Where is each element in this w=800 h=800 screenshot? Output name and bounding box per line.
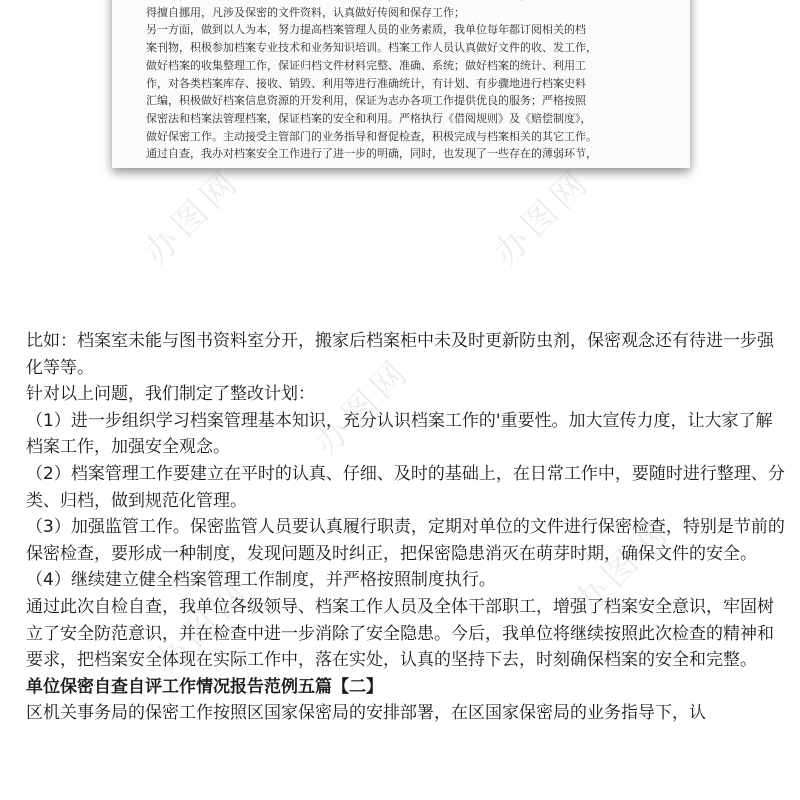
document-body <box>26 328 786 727</box>
scan-text-line: 保密法和档案法管理档案，保证档案的安全和利用。严格执行《借阅规则》及《赔偿制度》， <box>146 111 592 125</box>
scan-text-line: 另一方面，做到以人为本，努力提高档案管理人员的业务素质，我单位每年都订阅相关的档 <box>146 23 586 37</box>
paragraph-conclusion: 通过此次自检自查，我单位各级领导、档案工作人员及全体干部职工，增强了档案安全意识，牢固树立了安全防范意识，并在检查中进一步消除了安全隐患。今后，我单位将继续按照此次检查的精神和要求，把档案安全体现在实际工作中，落在实处，认真的坚持下去，时刻确保档案的安全和完整。 <box>26 596 774 671</box>
paragraph-plan-intro: 针对以上问题，我们制定了整改计划： <box>26 384 315 405</box>
paragraph-plan-item-1: （1）进一步组织学习档案管理基本知识，充分认识档案工作的'重要性。加大宣传力度，让大家了解档案工作，加强安全观念。 <box>26 410 773 458</box>
scan-text-line: 作，对各类档案库存、接收、销毁、利用等进行准确统计，有计划、有步骤地进行档案史料 <box>146 76 586 90</box>
paragraph-plan-item-4: （4）继续建立健全档案管理工作制度，并严格按照制度执行。 <box>26 570 496 591</box>
paragraph-plan-item-2: （2）档案管理工作要建立在平时的认真、仔细、及时的基础上，在日常工作中，要随时进行整理、分类、归档，做到规范化管理。 <box>26 463 785 511</box>
scan-text-line: 汇编，积极做好档案信息资源的开发利用，保证为志办各项工作提供优良的服务；严格按照 <box>146 94 586 108</box>
scan-text-line: 案刊物，积极参加档案专业技术和业务知识培训。档案工作人员认真做好文件的收、发工作， <box>146 41 597 55</box>
watermark: 办图网 <box>485 160 600 274</box>
scan-text-line: 做好保密工作。主动接受主管部门的业务指导和督促检查，积极完成与档案相关的其它工作。 <box>146 129 597 143</box>
watermark: 办图网 <box>305 350 420 464</box>
paragraph-section-two-start: 区机关事务局的保密工作按照区国家保密局的安排部署，在区国家保密局的业务指导下，认 <box>26 703 706 724</box>
scan-text-line: 通过自查，我办对档案安全工作进行了进一步的明确，同时，也发现了一些存在的薄弱环节， <box>146 147 597 161</box>
watermark: 办图网 <box>565 510 680 624</box>
watermark: 办图网 <box>135 160 250 274</box>
paragraph-plan-item-3: （3）加强监管工作。保密监管人员要认真履行职责，定期对单位的文件进行保密检查，特别是节前的保密检查，要形成一种制度，发现问题及时纠正，把保密隐患消灭在萌芽时期，确保文件的安全。 <box>26 517 785 564</box>
scan-text-line: 得擅自挪用，凡涉及保密的文件资料，认真做好传阅和保存工作； <box>146 5 465 19</box>
watermark: 办图网 <box>145 570 260 684</box>
scanned-document-image <box>112 0 690 168</box>
paragraph-issues: 比如：档案室未能与图书资料室分开，搬家后档案柜中未及时更新防虫剂，保密观念还有待进一步强化等等。 <box>26 331 774 378</box>
scan-text-line: 做好档案的收集整理工作，保证归档文件材料完整、准确、系统；做好档案的统计、利用工 <box>146 58 586 72</box>
section-heading: 单位保密自查自评工作情况报告范例五篇【二】 <box>26 676 383 697</box>
